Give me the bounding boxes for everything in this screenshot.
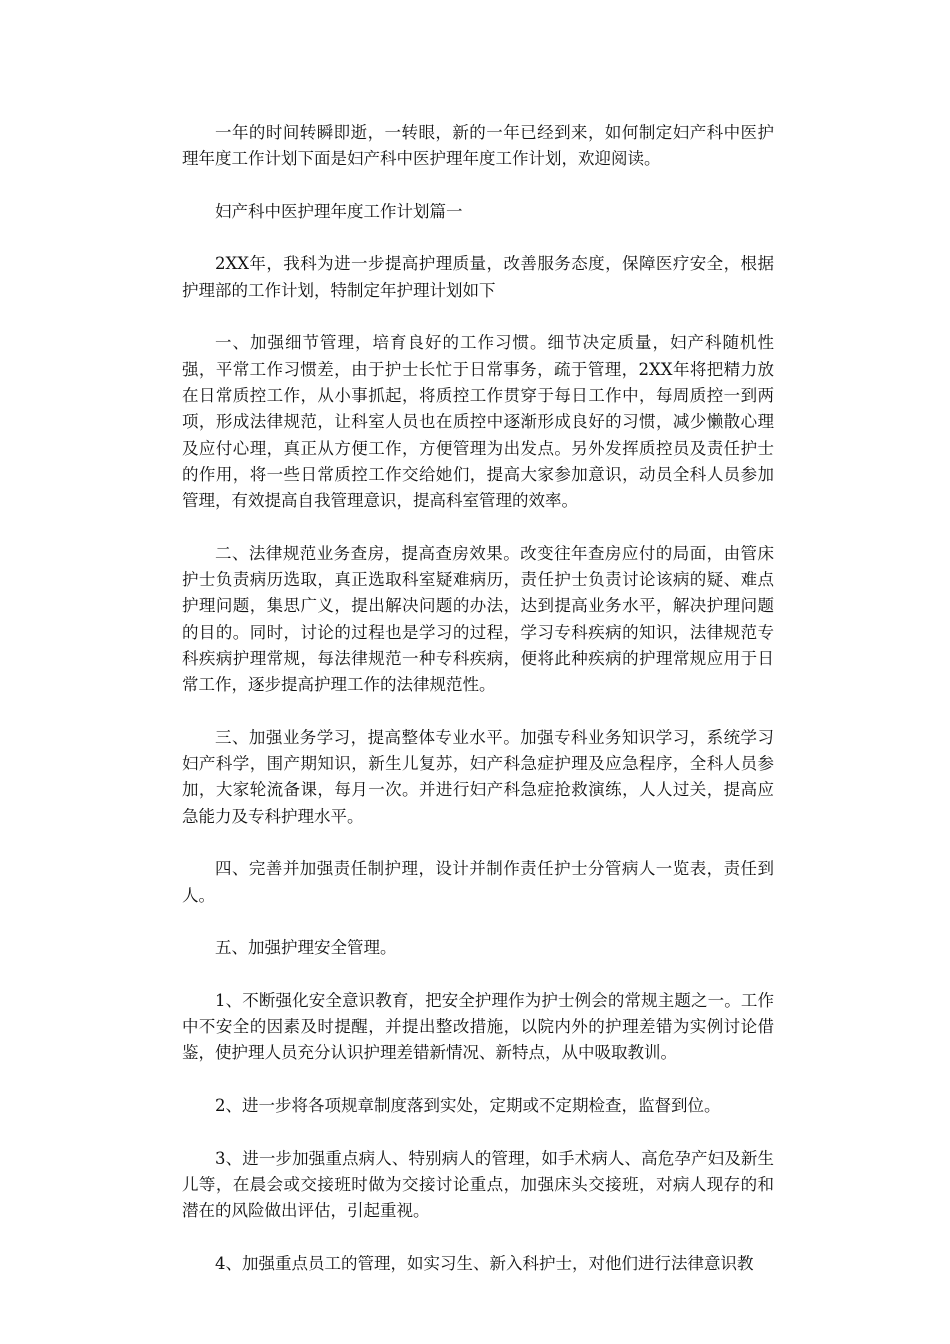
paragraph-subitem-2: 2、进一步将各项规章制度落到实处，定期或不定期检查，监督到位。 (215, 1095, 721, 1115)
paragraph-plan-intro: 2XX年，我科为进一步提高护理质量，改善服务态度，保障医疗安全，根据护理部的工作计划，特制定年护理计划如下 (182, 254, 774, 300)
paragraph-subitem-3: 3、进一步加强重点病人、特别病人的管理，如手术病人、高危孕产妇及新生儿等，在晨会或交接班时做为交接讨论重点，加强床头交接班，对病人现存的和潜在的风险做出评估，引起重视。 (182, 1148, 774, 1221)
paragraph-item-5: 五、加强护理安全管理。 (215, 938, 397, 958)
section-title: 妇产科中医护理年度工作计划篇一 (215, 201, 463, 221)
paragraph-item-3: 三、加强业务学习，提高整体专业水平。加强专科业务知识学习，系统学习妇产科学，围产期知识，新生儿复苏，妇产科急症护理及应急程序，全科人员参加，大家轮流备课，每月一次。并进行妇产科急症抢救演练，人人过关，提高应急能力及专科护理水平。 (182, 727, 774, 826)
intro-paragraph: 一年的时间转瞬即逝，一转眼，新的一年已经到来，如何制定妇产科中医护理年度工作计划下面是妇产科中医护理年度工作计划，欢迎阅读。 (182, 123, 774, 169)
paragraph-subitem-1: 1、不断强化安全意识教育，把安全护理作为护士例会的常规主题之一。工作中不安全的因素及时提醒，并提出整改措施，以院内外的护理差错为实例讨论借鉴，使护理人员充分认识护理差错新情况、新特点，从中吸取教训。 (182, 990, 774, 1063)
paragraph-item-2: 二、法律规范业务查房，提高查房效果。改变往年查房应付的局面，由管床护士负责病历选取，真正选取科室疑难病历，责任护士负责讨论该病的疑、难点护理问题，集思广义，提出解决问题的办法，达到提高业务水平，解决护理问题的目的。同时，讨论的过程也是学习的过程，学习专科疾病的知识，法律规范专科疾病护理常规，每法律规范一种专科疾病，便将此种疾病的护理常规应用于日常工作，逐步提高护理工作的法律规范性。 (182, 543, 774, 695)
document-page (182, 120, 774, 1303)
paragraph-subitem-4: 4、加强重点员工的管理，如实习生、新入科护士，对他们进行法律意识教 (215, 1253, 754, 1273)
paragraph-item-4: 四、完善并加强责任制护理，设计并制作责任护士分管病人一览表，责任到人。 (182, 859, 774, 905)
paragraph-item-1: 一、加强细节管理，培育良好的工作习惯。细节决定质量，妇产科随机性强，平常工作习惯差，由于护士长忙于日常事务，疏于管理，2XX年将把精力放在日常质控工作，从小事抓起，将质控工作贯穿于每日工作中，每周质控一到两项，形成法律规范，让科室人员也在质控中逐渐形成良好的习惯，减少懒散心理及应付心理，真正从方便工作，方便管理为出发点。另外发挥质控员及责任护士的作用，将一些日常质控工作交给她们，提高大家参加意识，动员全科人员参加管理，有效提高自我管理意识，提高科室管理的效率。 (182, 333, 774, 511)
